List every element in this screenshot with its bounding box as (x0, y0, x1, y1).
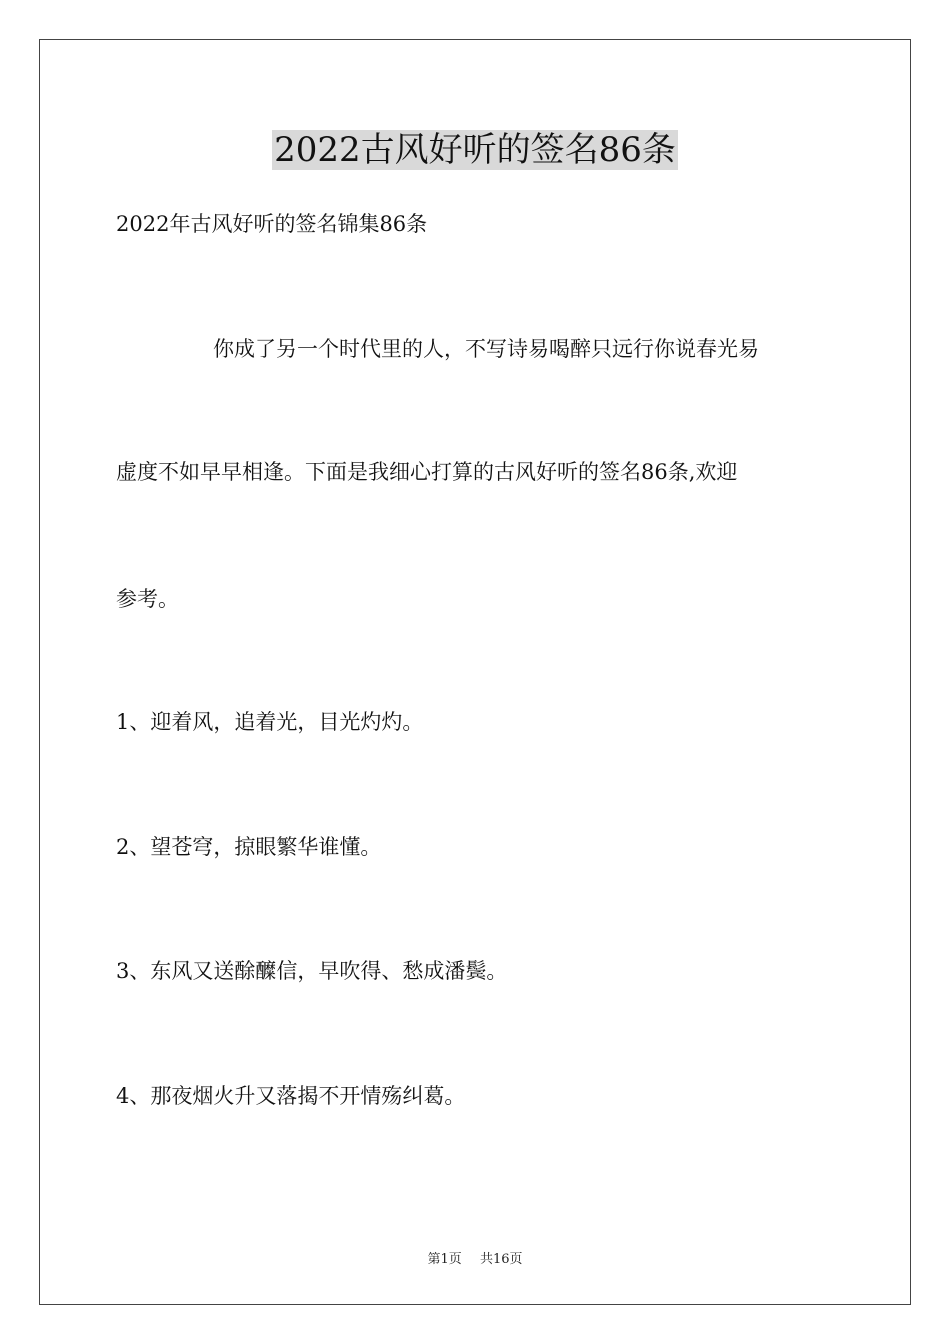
intro-line-3: 参考。 (116, 587, 179, 611)
document-title (0, 128, 950, 172)
intro-line-2: 虚度不如早早相逢。下面是我细心打算的古风好听的签名86条,欢迎 (116, 460, 738, 484)
page-footer (0, 1248, 950, 1267)
subtitle: 2022年古风好听的签名锦集86条 (116, 212, 428, 236)
list-item-3: 3、东风又送酴醾信，早吹得、愁成潘鬓。 (116, 959, 508, 983)
page-number: 第1页 (427, 1252, 462, 1267)
title-text: 2022古风好听的签名86条 (274, 130, 676, 170)
page-total: 共16页 (479, 1252, 523, 1267)
list-item-4: 4、那夜烟火升又落揭不开情殇纠葛。 (116, 1084, 466, 1108)
intro-line-1: 你成了另一个时代里的人，不写诗易喝醉只远行你说春光易 (213, 337, 759, 361)
list-item-1: 1、迎着风，追着光，目光灼灼。 (116, 710, 424, 734)
list-item-2: 2、望苍穹，掠眼繁华谁懂。 (116, 835, 382, 859)
